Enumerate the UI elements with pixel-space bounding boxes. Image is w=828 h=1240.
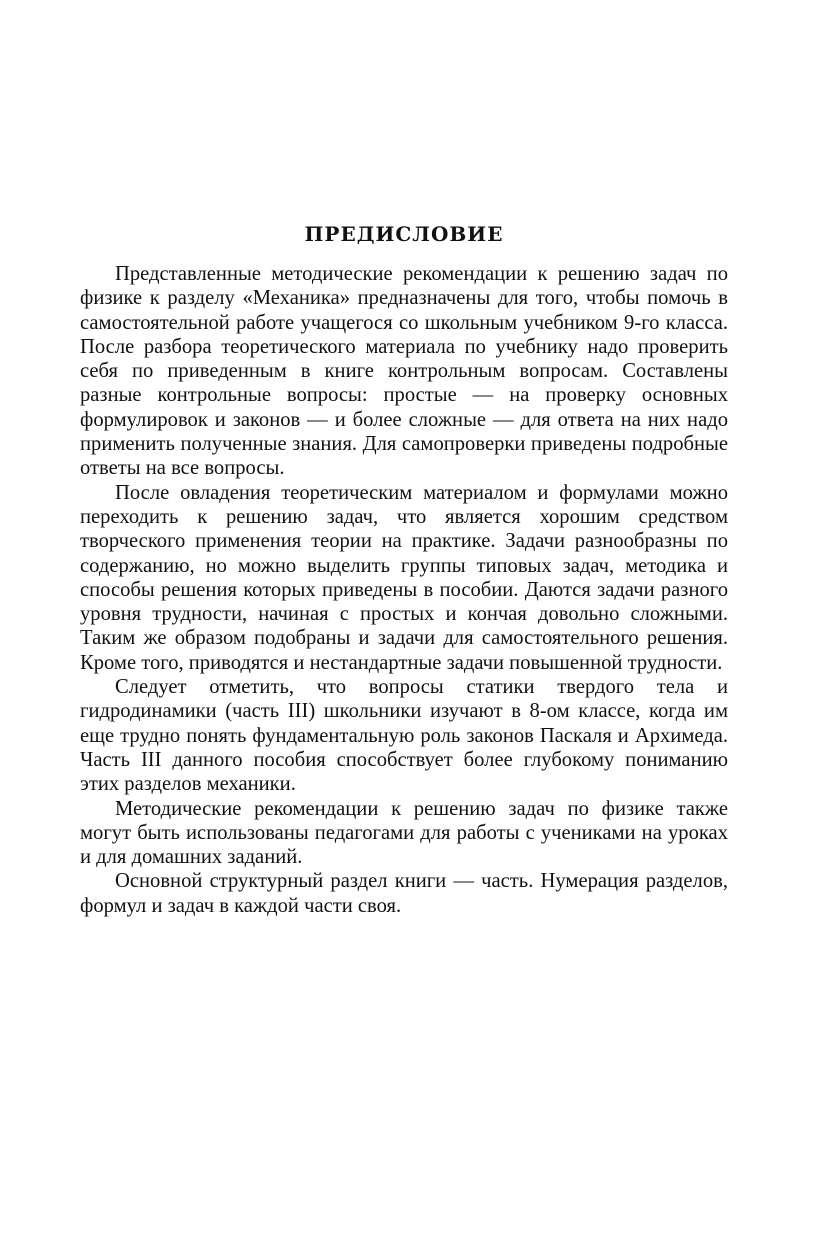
paragraph-5: Основной структурный раздел книги — часть. Нумерация разделов, формул и задач в каждой части своя. [80,870,728,917]
paragraph-3: Следует отметить, что вопросы статики твердого тела и гидродинамики (часть III) школьники изучают в 8-ом классе, когда им еще трудно понять фундаментальную роль законов Паскаля и Архимеда. Часть III данного пособия способствует более глубокому пониманию этих разделов механики. [80,676,728,796]
paragraph-4: Методические рекомендации к решению задач по физике также могут быть использованы педагогами для работы с учениками на уроках и для домашних заданий. [80,797,728,869]
preface-body [80,262,728,918]
page-title: ПРЕДИСЛОВИЕ [304,222,504,246]
paragraph-1: Представленные методические рекомендации к решению задач по физике к разделу «Механика» предназначены для того, чтобы помочь в самостоятельной работе учащегося со школьным учебником 9-го класса. После разбора теоретического материала по учебнику надо проверить себя по приведенным в книге контрольным вопросам. Составлены разные контрольные вопросы: простые — на проверку основных формулировок и законов — и более сложные — для ответа на них надо применить полученные знания. Для самопроверки приведены подробные ответы на все вопросы. [80,263,728,480]
paragraph-2: После овладения теоретическим материалом и формулами можно переходить к решению задач, что является хорошим средством творческого применения теории на практике. Задачи разнообразны по содержанию, но можно выделить группы типовых задач, методика и способы решения которых приведены в пособии. Даются задачи разного уровня трудности, начиная с простых и кончая довольно сложными. Таким же образом подобраны и задачи для самостоятельного решения. Кроме того, приводятся и нестандартные задачи повышенной трудности. [80,481,728,674]
